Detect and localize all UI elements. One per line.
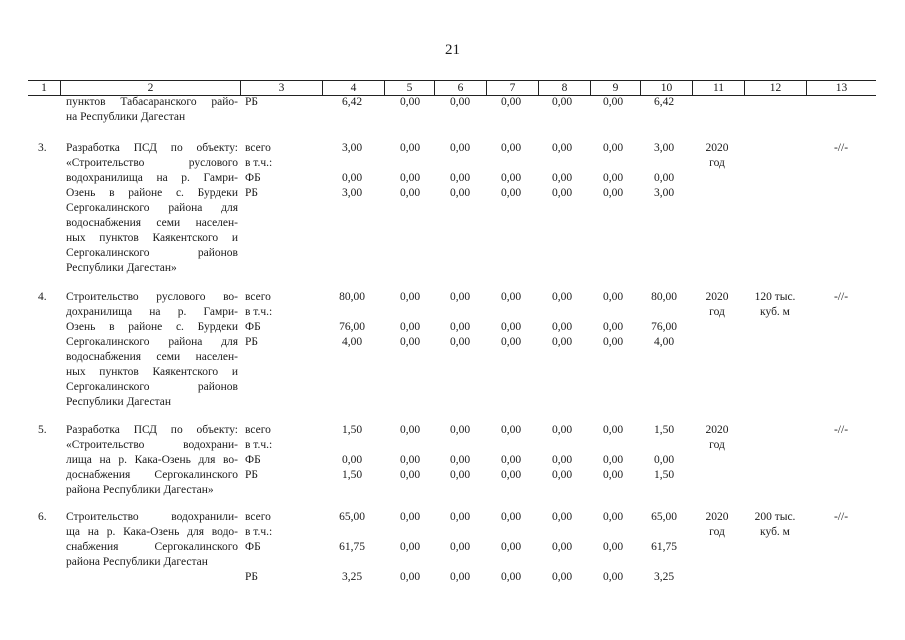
description-line: ных пунктов Каякентского и [66, 366, 238, 378]
amount-cell: 76,00 [339, 321, 365, 333]
amount-cell: 0,00 [602, 321, 624, 333]
column-header-7: 7 [486, 81, 538, 95]
amount-cell: 0,00 [551, 469, 573, 481]
amount-cell: 0,00 [500, 541, 522, 553]
column-header-11: 11 [692, 81, 744, 95]
amount-cell: 0,00 [449, 541, 471, 553]
amount-cell: 0,00 [602, 511, 624, 523]
amount-cell: 0,00 [449, 336, 471, 348]
column-header-1: 1 [41, 82, 47, 94]
amount-cell: 0,00 [449, 469, 471, 481]
funding-type: ФБ [245, 541, 261, 553]
amount-cell: 3,00 [341, 187, 363, 199]
description-line: пунктов Табасаранского райо- [66, 96, 238, 108]
amount-cell: 0,00 [602, 424, 624, 436]
amount-cell: 61,75 [339, 541, 365, 553]
column-header-12: 12 [744, 81, 806, 95]
column-header-5: 5 [384, 81, 434, 95]
amount-cell: 0,00 [399, 142, 421, 154]
amount-cell: 0,00 [399, 321, 421, 333]
year-cell: 2020 [705, 511, 729, 523]
amount-cell: 65,00 [651, 511, 677, 523]
column-header-2: 2 [60, 81, 240, 95]
amount-cell: 0,00 [500, 454, 522, 466]
amount-cell: 0,00 [551, 424, 573, 436]
column-header-9: 9 [590, 81, 640, 95]
item-description [66, 423, 238, 498]
column-header-6: 6 [434, 81, 486, 95]
amount-cell: 0,00 [551, 454, 573, 466]
year-cell: год [709, 439, 725, 451]
amount-cell: 0,00 [449, 511, 471, 523]
description-line: снабжения Сергокалинского [66, 541, 238, 553]
description-line: Сергокалинского районов [66, 381, 238, 393]
funding-type: всего [245, 142, 271, 154]
description-line: дохранилища на р. Гамри- [66, 306, 238, 318]
amount-cell: 65,00 [339, 511, 365, 523]
page-number: 21 [445, 42, 460, 58]
funding-type: всего [245, 424, 271, 436]
amount-cell: 0,00 [551, 321, 573, 333]
item-number: 4. [38, 291, 47, 303]
year-cell: год [709, 157, 725, 169]
amount-cell: 0,00 [449, 424, 471, 436]
funding-type: в т.ч.: [245, 306, 273, 318]
item-description [66, 510, 238, 570]
year-cell: год [709, 526, 725, 538]
description-line: Озень в районе с. Бурдеки [66, 321, 238, 333]
funding-type: ФБ [245, 454, 261, 466]
description-line: водоснабжения семи населен- [66, 351, 238, 363]
description-line: района Республики Дагестан» [66, 484, 214, 496]
year-cell: 2020 [705, 142, 729, 154]
reference-mark: -//- [833, 511, 849, 523]
column-header-3: 3 [240, 81, 322, 95]
amount-cell: 0,00 [399, 571, 421, 583]
amount-cell: 3,25 [341, 571, 363, 583]
amount-cell: 80,00 [339, 291, 365, 303]
amount-cell: 0,00 [551, 336, 573, 348]
amount-cell: 0,00 [399, 424, 421, 436]
reference-mark: -//- [833, 291, 849, 303]
amount-cell: 0,00 [551, 172, 573, 184]
amount-cell: 0,00 [449, 172, 471, 184]
description-line: Строительство руслового во- [66, 291, 238, 303]
amount-cell: 0,00 [602, 142, 624, 154]
amount-cell: 0,00 [551, 96, 573, 108]
capacity-cell: 120 тыс. [754, 291, 796, 303]
amount-cell: 0,00 [500, 571, 522, 583]
description-line: ща на р. Кака-Озень для водо- [66, 526, 238, 538]
amount-cell: 0,00 [399, 187, 421, 199]
description-line: водохранилища на р. Гамри- [66, 172, 238, 184]
amount-cell: 3,25 [653, 571, 675, 583]
description-line: Республики Дагестан [66, 396, 171, 408]
funding-type: РБ [245, 187, 258, 199]
amount-cell: 0,00 [500, 291, 522, 303]
amount-cell: 76,00 [651, 321, 677, 333]
amount-cell: 0,00 [602, 541, 624, 553]
funding-type: РБ [245, 336, 258, 348]
amount-cell: 0,00 [551, 142, 573, 154]
amount-cell: 0,00 [602, 291, 624, 303]
amount-cell: 0,00 [399, 541, 421, 553]
funding-type: в т.ч.: [245, 157, 273, 169]
amount-cell: 0,00 [500, 469, 522, 481]
year-cell: 2020 [705, 291, 729, 303]
amount-cell: 0,00 [500, 172, 522, 184]
amount-cell: 0,00 [500, 424, 522, 436]
description-line: Разработка ПСД по объекту: [66, 142, 238, 154]
amount-cell: 0,00 [399, 511, 421, 523]
description-line: Строительство водохранили- [66, 511, 238, 523]
amount-cell: 0,00 [449, 96, 471, 108]
amount-cell: 1,50 [653, 424, 675, 436]
amount-cell: 3,00 [653, 187, 675, 199]
amount-cell: 0,00 [602, 454, 624, 466]
amount-cell: 0,00 [399, 469, 421, 481]
amount-cell: 0,00 [449, 187, 471, 199]
amount-cell: 0,00 [449, 291, 471, 303]
description-line: Сергокалинского района для [66, 202, 238, 214]
item-description [66, 95, 238, 125]
amount-cell: 0,00 [602, 571, 624, 583]
amount-cell: 3,00 [653, 142, 675, 154]
amount-cell: 0,00 [399, 454, 421, 466]
amount-cell: 3,00 [341, 142, 363, 154]
description-line: Разработка ПСД по объекту: [66, 424, 238, 436]
funding-type: всего [245, 291, 271, 303]
amount-cell: 0,00 [551, 541, 573, 553]
description-line: Республики Дагестан» [66, 262, 177, 274]
amount-cell: 0,00 [551, 291, 573, 303]
capacity-cell: куб. м [760, 526, 790, 538]
funding-type: в т.ч.: [245, 439, 273, 451]
amount-cell: 0,00 [551, 571, 573, 583]
amount-cell: 4,00 [341, 336, 363, 348]
amount-cell: 0,00 [602, 187, 624, 199]
amount-cell: 0,00 [500, 336, 522, 348]
amount-cell: 0,00 [500, 142, 522, 154]
amount-cell: 1,50 [653, 469, 675, 481]
reference-mark: -//- [833, 142, 849, 154]
capacity-cell: куб. м [760, 306, 790, 318]
amount-cell: 0,00 [602, 172, 624, 184]
amount-cell: 0,00 [341, 172, 363, 184]
column-header-4: 4 [322, 81, 384, 95]
amount-cell: 0,00 [399, 336, 421, 348]
amount-cell: 0,00 [551, 511, 573, 523]
amount-cell: 0,00 [449, 321, 471, 333]
description-line: водоснабжения семи населен- [66, 217, 238, 229]
item-number: 6. [38, 511, 47, 523]
amount-cell: 0,00 [602, 469, 624, 481]
funding-type: РБ [245, 96, 258, 108]
amount-cell: 0,00 [500, 321, 522, 333]
amount-cell: 0,00 [602, 96, 624, 108]
amount-cell: 1,50 [341, 469, 363, 481]
amount-cell: 0,00 [500, 187, 522, 199]
description-line: доснабжения Сергокалинского [66, 469, 238, 481]
funding-type: в т.ч.: [245, 526, 273, 538]
amount-cell: 0,00 [449, 571, 471, 583]
description-line: на Республики Дагестан [66, 111, 186, 123]
amount-cell: 0,00 [449, 454, 471, 466]
amount-cell: 4,00 [653, 336, 675, 348]
column-header-10: 10 [640, 81, 692, 95]
description-line: ных пунктов Каякентского и [66, 232, 238, 244]
item-description [66, 141, 238, 276]
amount-cell: 1,50 [341, 424, 363, 436]
amount-cell: 0,00 [399, 291, 421, 303]
amount-cell: 0,00 [500, 511, 522, 523]
amount-cell: 6,42 [341, 96, 363, 108]
description-line: Озень в районе с. Бурдеки [66, 187, 238, 199]
item-number: 3. [38, 142, 47, 154]
amount-cell: 6,42 [653, 96, 675, 108]
amount-cell: 0,00 [341, 454, 363, 466]
funding-type: ФБ [245, 172, 261, 184]
table-header [28, 80, 876, 96]
column-header-8: 8 [538, 81, 590, 95]
amount-cell: 0,00 [500, 96, 522, 108]
description-line: лища на р. Кака-Озень для во- [66, 454, 238, 466]
year-cell: 2020 [705, 424, 729, 436]
description-line: района Республики Дагестан [66, 556, 208, 568]
amount-cell: 0,00 [449, 142, 471, 154]
amount-cell: 0,00 [653, 454, 675, 466]
amount-cell: 61,75 [651, 541, 677, 553]
amount-cell: 0,00 [653, 172, 675, 184]
year-cell: год [709, 306, 725, 318]
amount-cell: 0,00 [551, 187, 573, 199]
capacity-cell: 200 тыс. [754, 511, 796, 523]
item-number: 5. [38, 424, 47, 436]
funding-type: РБ [245, 571, 258, 583]
amount-cell: 0,00 [602, 336, 624, 348]
description-line: «Строительство руслового [66, 157, 238, 169]
column-header-13: 13 [806, 81, 876, 95]
reference-mark: -//- [833, 424, 849, 436]
amount-cell: 0,00 [399, 96, 421, 108]
description-line: «Строительство водохрани- [66, 439, 238, 451]
funding-type: ФБ [245, 321, 261, 333]
funding-type: всего [245, 511, 271, 523]
description-line: Сергокалинского районов [66, 247, 238, 259]
funding-type: РБ [245, 469, 258, 481]
description-line: Сергокалинского района для [66, 336, 238, 348]
item-description [66, 290, 238, 410]
amount-cell: 80,00 [651, 291, 677, 303]
amount-cell: 0,00 [399, 172, 421, 184]
